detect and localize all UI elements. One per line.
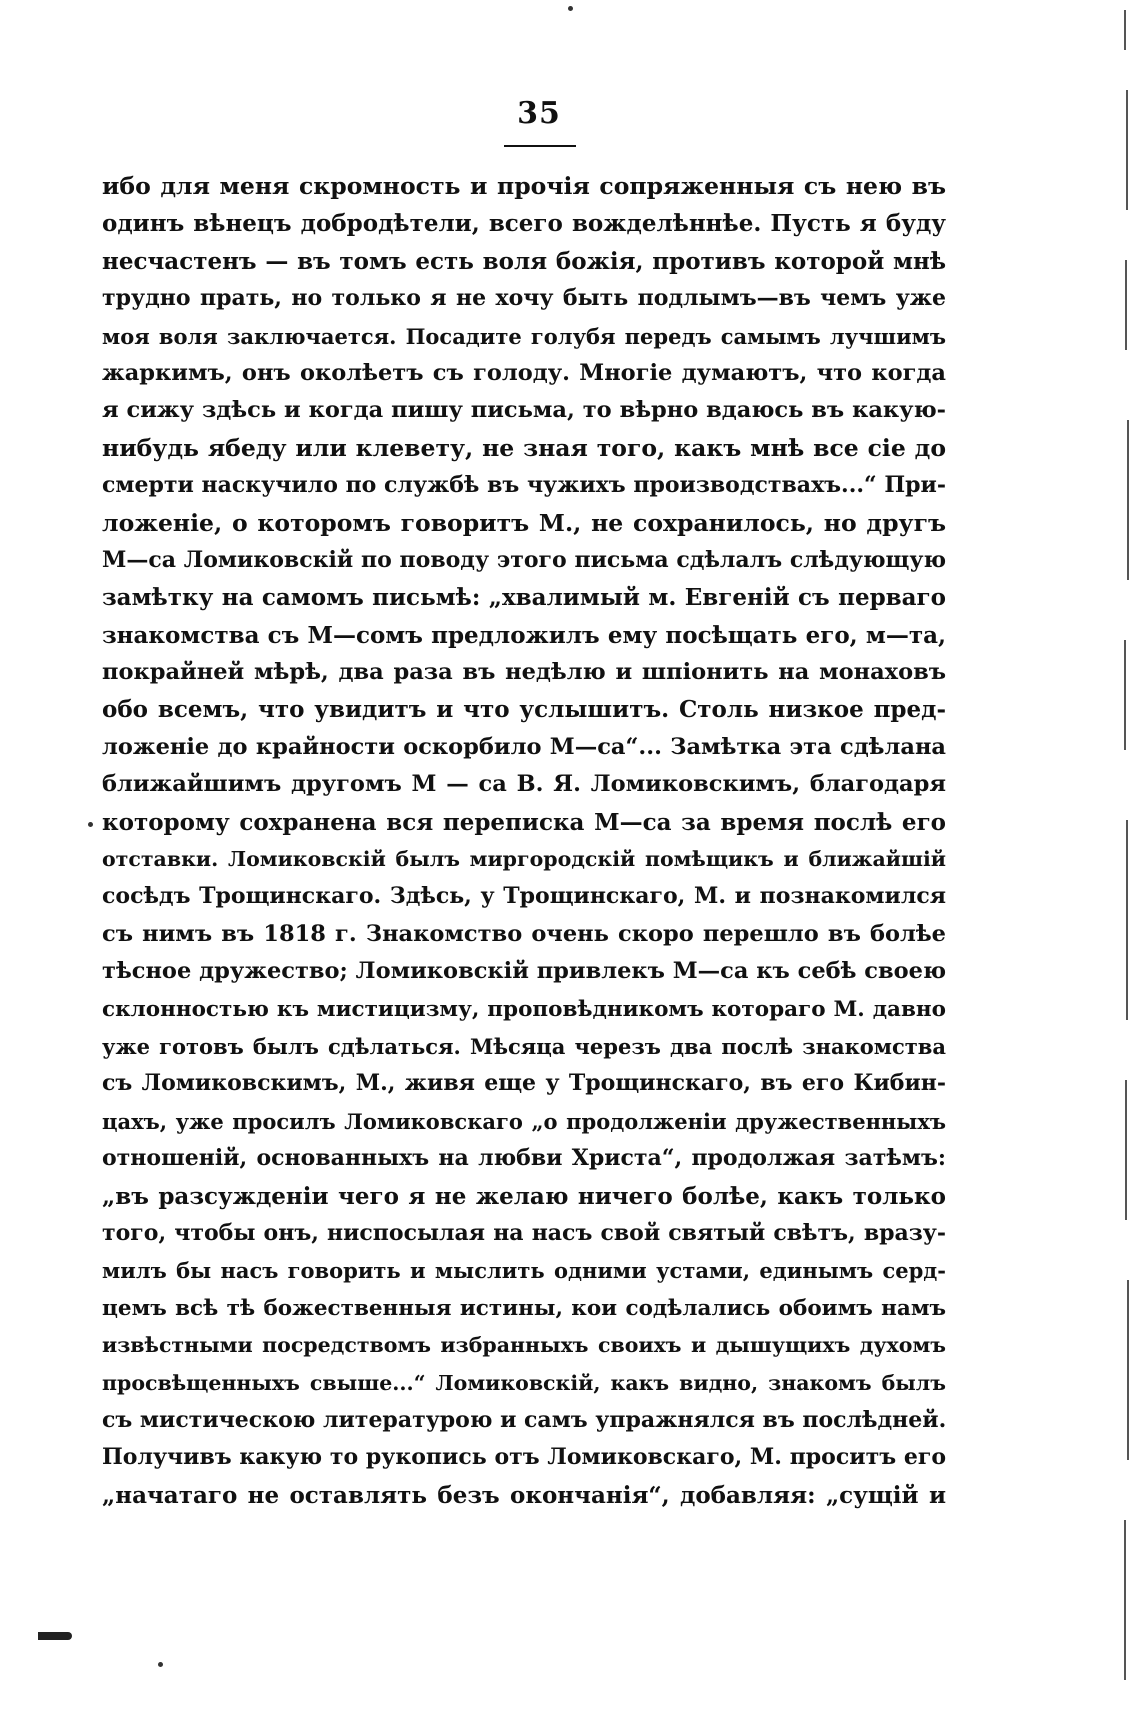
text-line: ближайшимъ другомъ М — са В. Я. Ломиковскимъ, благодаря bbox=[102, 771, 946, 798]
text-line: извѣстными посредствомъ избранныхъ своихъ и дышущихъ духомъ bbox=[102, 1333, 946, 1358]
text-line: покрайней мѣрѣ, два раза въ недѣлю и шпіонить на монаховъ bbox=[102, 659, 946, 686]
text-line: Получивъ какую то рукопись отъ Ломиковскаго, М. проситъ его bbox=[102, 1444, 946, 1471]
text-line: обо всемъ, что увидитъ и что услышитъ. Столь низкое пред- bbox=[102, 696, 946, 724]
text-line: склонностью къ мистицизму, проповѣдникомъ котораго М. давно bbox=[102, 996, 946, 1022]
scan-dot bbox=[158, 1662, 163, 1667]
scan-smudge bbox=[38, 1632, 72, 1640]
text-line: того, чтобы онъ, ниспосылая на насъ свой святый свѣтъ, вразу- bbox=[102, 1219, 946, 1246]
text-line: съ нимъ въ 1818 г. Знакомство очень скоро перешло въ болѣе bbox=[102, 920, 946, 947]
scan-dot bbox=[88, 822, 93, 827]
text-line: съ Ломиковскимъ, М., живя еще у Трощинскаго, въ его Кибин- bbox=[102, 1070, 946, 1097]
text-line: несчастенъ — въ томъ есть воля божія, противъ которой мнѣ bbox=[102, 247, 946, 275]
text-line: тѣсное дружество; Ломиковскій привлекъ М—са къ себѣ своею bbox=[102, 958, 946, 985]
text-line: уже готовъ былъ сдѣлаться. Мѣсяца черезъ два послѣ знакомства bbox=[102, 1033, 946, 1059]
text-line: ложеніе, о которомъ говоритъ М., не сохранилось, но другъ bbox=[102, 508, 946, 537]
text-line: я сижу здѣсь и когда пишу письма, то вѣрно вдаюсь въ какую- bbox=[102, 397, 946, 424]
text-line: сосѣдъ Трощинскаго. Здѣсь, у Трощинскаго, М. и познакомился bbox=[102, 883, 946, 910]
text-line: ложеніе до крайности оскорбило М—са“... Замѣтка эта сдѣлана bbox=[102, 733, 946, 760]
text-line: моя воля заключается. Посадите голубя передъ самымъ лучшимъ bbox=[102, 323, 946, 349]
text-line: „въ разсужденіи чего я не желаю ничего болѣе, какъ только bbox=[102, 1182, 946, 1210]
text-line: жаркимъ, онъ околѣетъ съ голоду. Многіе думаютъ, что когда bbox=[102, 359, 946, 386]
text-line: цемъ всѣ тѣ божественныя истины, кои содѣлались обоимъ намъ bbox=[102, 1295, 946, 1321]
text-line: трудно прать, но только я не хочу быть подлымъ—въ чемъ уже bbox=[102, 285, 946, 312]
scan-edge-marks bbox=[1100, 0, 1140, 1733]
text-line: милъ бы насъ говорить и мыслить одними устами, единымъ серд- bbox=[102, 1258, 946, 1284]
text-line: ибо для меня скромность и прочія сопряженныя съ нею въ bbox=[102, 172, 946, 200]
text-line: отставки. Ломиковскій былъ миргородскій помѣщикъ и ближайшій bbox=[102, 847, 946, 872]
text-line: цахъ, уже просилъ Ломиковскаго „о продолженіи дружественныхъ bbox=[102, 1108, 946, 1134]
text-line: отношеній, основанныхъ на любви Христа“, продолжая затѣмъ: bbox=[102, 1145, 946, 1172]
text-line: нибудь ябеду или клевету, не зная того, какъ мнѣ все сіе до bbox=[102, 433, 946, 462]
text-line: „начатаго не оставлять безъ окончанія“, добавляя: „сущій и bbox=[102, 1481, 946, 1509]
text-line: знакомства съ М—сомъ предложилъ ему посѣщать его, м—та, bbox=[102, 621, 946, 649]
page-number: 35 bbox=[517, 96, 561, 131]
text-line: замѣтку на самомъ письмѣ: „хвалимый м. Евгеній съ перваго bbox=[102, 584, 946, 612]
text-line: просвѣщенныхъ свыше...“ Ломиковскій, какъ видно, знакомъ былъ bbox=[102, 1370, 946, 1395]
scan-dot bbox=[568, 6, 573, 11]
text-line: которому сохранена вся переписка М—са за время послѣ его bbox=[102, 808, 946, 836]
header-rule bbox=[504, 145, 576, 147]
text-line: одинъ вѣнецъ добродѣтели, всего вожделѣннѣе. Пусть я буду bbox=[102, 210, 946, 238]
text-line: съ мистическою литературою и самъ упражнялся въ послѣдней. bbox=[102, 1406, 946, 1433]
text-line: М—са Ломиковскій по поводу этого письма сдѣлалъ слѣдующую bbox=[102, 546, 946, 573]
body-text bbox=[102, 168, 946, 1514]
text-line: смерти наскучило по службѣ въ чужихъ производствахъ...“ При- bbox=[102, 472, 946, 499]
